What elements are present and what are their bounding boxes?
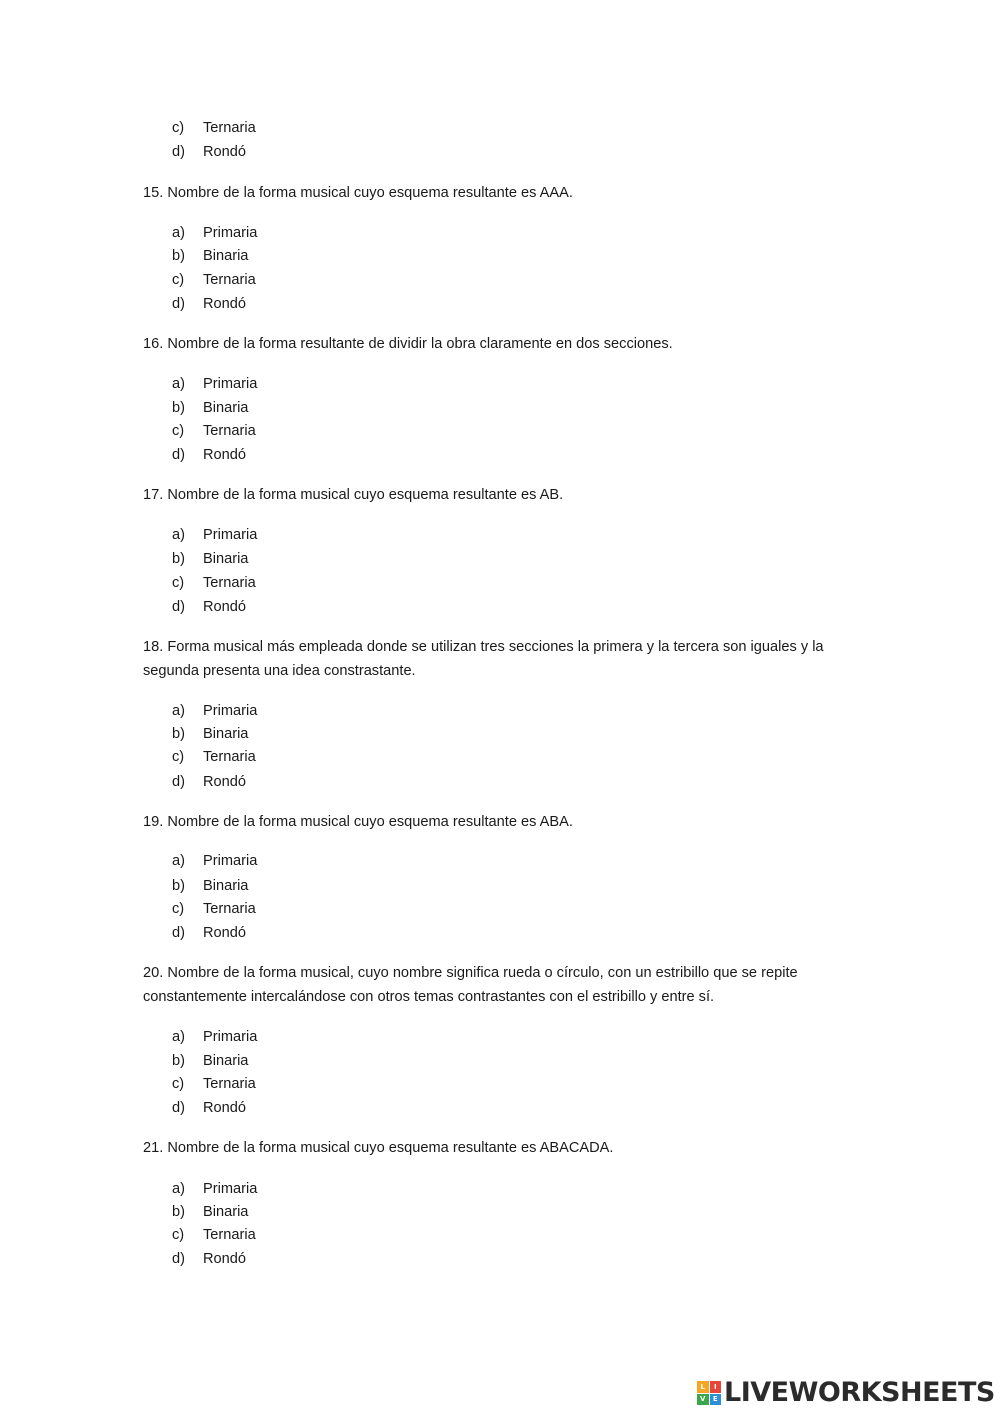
option-text: Ternaria <box>203 749 256 765</box>
option-letter: a) <box>172 527 185 543</box>
option-letter: d) <box>172 447 185 463</box>
q18-option-d[interactable] <box>172 772 246 792</box>
option-text: Primaria <box>203 376 258 392</box>
option-letter: d) <box>172 296 185 312</box>
q18-option-a[interactable] <box>172 701 257 721</box>
option-text: Rondó <box>203 296 247 312</box>
option-letter: c) <box>172 1076 185 1092</box>
option-text: Primaria <box>203 853 258 869</box>
question-18: 18. Forma musical más empleada donde se utilizan tres secciones la primera y la tercera son iguales y la segunda presenta una idea constrastante. <box>143 639 824 679</box>
q17-option-c[interactable] <box>172 573 256 593</box>
q19-option-c[interactable] <box>172 899 256 919</box>
q21-option-c[interactable] <box>172 1225 256 1245</box>
option-letter: b) <box>172 248 185 264</box>
option-letter: c) <box>172 120 185 136</box>
question-19: 19. Nombre de la forma musical cuyo esquema resultante es ABA. <box>143 814 573 830</box>
option-letter: c) <box>172 1227 185 1243</box>
option-letter: b) <box>172 1053 185 1069</box>
option-letter: c) <box>172 901 185 917</box>
option-text: Primaria <box>203 703 258 719</box>
q16-option-d[interactable] <box>172 445 246 465</box>
option-text: Ternaria <box>203 423 256 439</box>
option-text: Rondó <box>203 925 247 941</box>
option-letter: a) <box>172 225 185 241</box>
option-letter: a) <box>172 853 185 869</box>
q15-option-c[interactable] <box>172 270 256 290</box>
q19-option-a[interactable] <box>172 851 257 871</box>
option-letter: c) <box>172 749 185 765</box>
q21-option-a[interactable] <box>172 1179 257 1199</box>
question-20: 20. Nombre de la forma musical, cuyo nombre significa rueda o círculo, con un estribillo que se repite constantemente intercalándose con otros temas contrastantes con el estribillo y entre sí. <box>143 965 798 1005</box>
q21-option-d[interactable] <box>172 1249 246 1269</box>
option-text: Binaria <box>203 551 249 567</box>
option-text: Ternaria <box>203 901 256 917</box>
option-letter: d) <box>172 144 185 160</box>
option-text: Ternaria <box>203 1076 256 1092</box>
option-letter: c) <box>172 575 185 591</box>
option-text: Primaria <box>203 225 258 241</box>
option-letter: d) <box>172 1251 185 1267</box>
option-letter: c) <box>172 272 185 288</box>
q19-option-b[interactable] <box>172 876 248 896</box>
option-text: Rondó <box>203 1251 247 1267</box>
option-letter: c) <box>172 423 185 439</box>
option-letter: b) <box>172 400 185 416</box>
option-letter: d) <box>172 599 185 615</box>
option-text: Binaria <box>203 248 249 264</box>
q21-option-b[interactable] <box>172 1202 248 1222</box>
option-text: Rondó <box>203 774 247 790</box>
question-15: 15. Nombre de la forma musical cuyo esquema resultante es AAA. <box>143 185 573 201</box>
question-21: 21. Nombre de la forma musical cuyo esquema resultante es ABACADA. <box>143 1140 614 1156</box>
option-d[interactable] <box>172 142 246 162</box>
q16-option-a[interactable] <box>172 374 257 394</box>
question-16: 16. Nombre de la forma resultante de dividir la obra claramente en dos secciones. <box>143 336 673 352</box>
q20-option-c[interactable] <box>172 1074 256 1094</box>
option-text: Ternaria <box>203 120 256 136</box>
q15-option-b[interactable] <box>172 246 248 266</box>
option-text: Binaria <box>203 1053 249 1069</box>
q15-option-d[interactable] <box>172 294 246 314</box>
logo-text: LIVEWORKSHEETS <box>724 1377 995 1408</box>
option-text: Ternaria <box>203 575 256 591</box>
option-letter: b) <box>172 551 185 567</box>
option-letter: a) <box>172 703 185 719</box>
option-text: Binaria <box>203 1204 249 1220</box>
option-text: Binaria <box>203 878 249 894</box>
option-text: Rondó <box>203 447 247 463</box>
option-c[interactable] <box>172 118 256 138</box>
option-text: Rondó <box>203 1100 247 1116</box>
option-letter: a) <box>172 376 185 392</box>
q20-option-b[interactable] <box>172 1051 248 1071</box>
logo-mark-i: I <box>710 1381 722 1393</box>
q20-option-d[interactable] <box>172 1098 246 1118</box>
q16-option-b[interactable] <box>172 398 248 418</box>
option-text: Binaria <box>203 726 249 742</box>
q17-option-b[interactable] <box>172 549 248 569</box>
option-text: Binaria <box>203 400 249 416</box>
option-text: Ternaria <box>203 1227 256 1243</box>
q18-option-c[interactable] <box>172 747 256 767</box>
logo-mark-l: L <box>697 1381 709 1393</box>
logo-mark-e: E <box>710 1394 722 1406</box>
option-text: Primaria <box>203 527 258 543</box>
option-letter: d) <box>172 774 185 790</box>
q20-option-a[interactable] <box>172 1027 257 1047</box>
q17-option-a[interactable] <box>172 525 257 545</box>
option-letter: d) <box>172 1100 185 1116</box>
option-letter: b) <box>172 878 185 894</box>
q19-option-d[interactable] <box>172 923 246 943</box>
option-text: Primaria <box>203 1029 258 1045</box>
liveworksheets-logo <box>697 1377 995 1409</box>
option-letter: a) <box>172 1029 185 1045</box>
q15-option-a[interactable] <box>172 223 257 243</box>
option-text: Ternaria <box>203 272 256 288</box>
question-17: 17. Nombre de la forma musical cuyo esquema resultante es AB. <box>143 487 564 503</box>
q18-option-b[interactable] <box>172 724 248 744</box>
q16-option-c[interactable] <box>172 421 256 441</box>
logo-mark-icon <box>697 1381 721 1405</box>
option-text: Rondó <box>203 144 247 160</box>
option-letter: b) <box>172 1204 185 1220</box>
logo-mark-v: V <box>697 1394 709 1406</box>
option-letter: a) <box>172 1181 185 1197</box>
option-text: Rondó <box>203 599 247 615</box>
option-letter: d) <box>172 925 185 941</box>
option-letter: b) <box>172 726 185 742</box>
q17-option-d[interactable] <box>172 597 246 617</box>
option-text: Primaria <box>203 1181 258 1197</box>
